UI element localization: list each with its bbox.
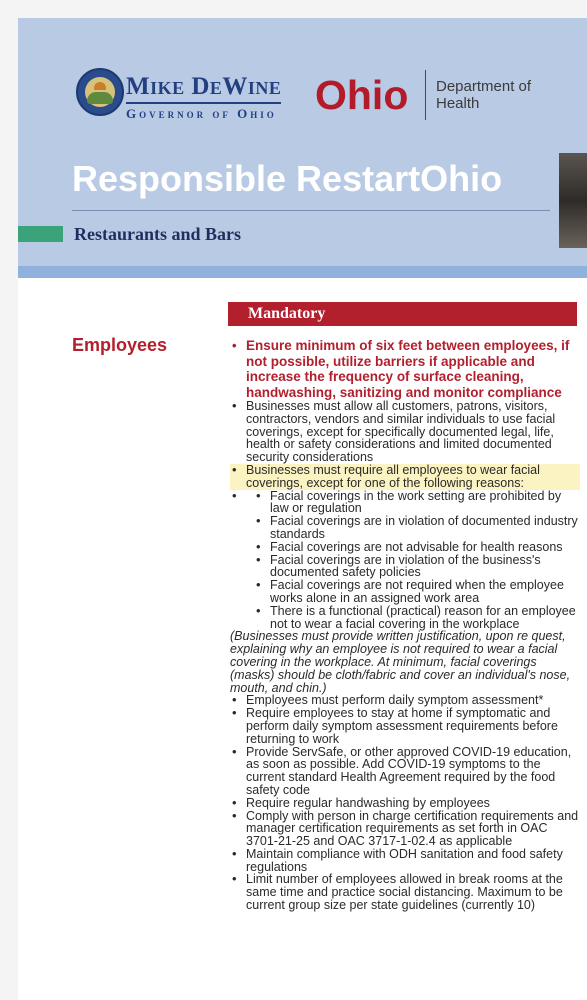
- sub-list-container: [230, 490, 580, 631]
- sub-list-item: • Facial coverings are in violation of the business's documented safety policies: [254, 554, 580, 580]
- logo-divider: [425, 70, 426, 120]
- mandatory-badge: [228, 302, 577, 326]
- page-title: Responsible RestartOhio: [72, 158, 503, 199]
- sub-list-item: • Facial coverings are in violation of documented industry standards: [254, 515, 580, 541]
- ohio-logo: Ohio: [315, 72, 409, 118]
- category-label: Employees: [72, 335, 168, 355]
- governor-divider: [126, 102, 281, 104]
- subtitle-accent: [18, 226, 63, 242]
- justification-note: (Businesses must provide written justification, upon re quest, explaining why an employee is not required to wear a facial covering in the workplace. At minimum, facial coverings (masks) should be cloth/fabric and cover an individual's nose, mouth, and chin.): [230, 629, 571, 695]
- document-page: [18, 18, 587, 1000]
- list-item-highlighted: • Businesses must require all employees to wear facial coverings, except for one of the following reasons:: [230, 464, 580, 490]
- title-divider: [72, 210, 550, 211]
- list-item: • Provide ServSafe, or other approved COVID-19 education, as soon as possible. Add COVID-19 symptoms to the current standard Health Agreement required by the food safety code: [230, 746, 580, 797]
- mandatory-label: Mandatory: [248, 305, 326, 322]
- list-item: • Businesses must allow all customers, patrons, visitors, contractors, vendors and similar individuals to use facial coverings, except for specifically documented legal, life, health or safety considerations and limited documented security considerations: [230, 400, 580, 464]
- list-item: • Employees must perform daily symptom assessment*: [230, 694, 580, 707]
- ohio-seal-icon: [76, 68, 124, 116]
- sub-list-item: • Facial coverings are not advisable for health reasons: [254, 541, 580, 554]
- header-strip: [18, 266, 587, 278]
- sub-list-item: • • Facial coverings in the work setting are prohibited by law or regulation: [254, 490, 580, 516]
- list-item: • Ensure minimum of six feet between employees, if not possible, utilize barriers if applicable and increase the frequency of surface cleaning, handwashing, sanitizing and monitor compliance: [230, 338, 580, 400]
- department-name: Department of Health: [436, 78, 532, 112]
- header-banner: [18, 18, 587, 266]
- requirements-list: [230, 338, 580, 912]
- page-subtitle: Restaurants and Bars: [74, 224, 242, 244]
- list-item: • Comply with person in charge certification requirements and manager certification requirements as set forth in OAC 3701-21-25 and OAC 3717-1-02.4 as applicable: [230, 810, 580, 848]
- governor-title: Governor of Ohio: [126, 106, 277, 121]
- list-item: • Require regular handwashing by employees: [230, 797, 580, 810]
- sub-list-item: • There is a functional (practical) reason for an employee not to wear a facial covering in the workplace: [254, 605, 580, 631]
- cover-photo: [559, 153, 587, 248]
- governor-name: Mike DeWine: [126, 73, 282, 100]
- list-item: • Limit number of employees allowed in break rooms at the same time and practice social distancing. Maximum to be current group size per state guidelines (currently 10): [230, 873, 580, 911]
- sub-list-item: • Facial coverings are not required when the employee works alone in an assigned work area: [254, 579, 580, 605]
- list-item: • Require employees to stay at home if symptomatic and perform daily symptom assessment requirements before returning to work: [230, 707, 580, 745]
- list-item: • Maintain compliance with ODH sanitation and food safety regulations: [230, 848, 580, 874]
